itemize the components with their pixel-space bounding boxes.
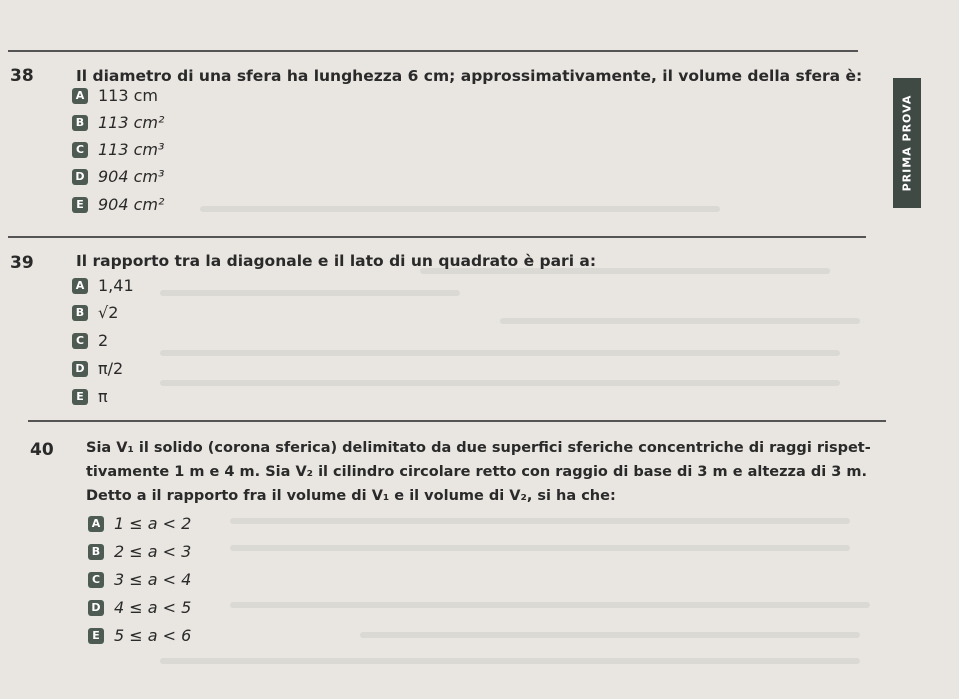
option-letter-badge: E — [72, 389, 88, 405]
rule-before-40 — [28, 420, 886, 422]
answer-option-a[interactable] — [88, 514, 191, 533]
option-value: 113 cm² — [98, 113, 165, 132]
rule-before-39 — [8, 236, 866, 238]
answer-option-b[interactable] — [88, 542, 191, 561]
bleed-through-line — [500, 318, 860, 324]
bleed-through-line — [160, 290, 460, 296]
option-letter-badge: E — [72, 197, 88, 213]
answer-option-e[interactable] — [72, 387, 108, 406]
bleed-through-line — [230, 545, 850, 551]
answer-option-b[interactable] — [72, 303, 118, 322]
question-text-line: Detto a il rapporto fra il volume di V₁ e il volume di V₂, si ha che: — [86, 488, 616, 504]
answer-option-c[interactable] — [72, 331, 108, 350]
side-tab-label: PRIMA PROVA — [900, 94, 914, 192]
question-text: Il diametro di una sfera ha lunghezza 6 cm; approssimativamente, il volume della sfera è: — [76, 67, 863, 85]
answer-option-d[interactable] — [72, 167, 164, 186]
bleed-through-line — [160, 658, 860, 664]
bleed-through-line — [160, 380, 840, 386]
question-number: 38 — [10, 66, 34, 86]
option-value: 4 ≤ a < 5 — [114, 598, 192, 617]
option-value: π — [98, 387, 108, 406]
bleed-through-line — [160, 350, 840, 356]
option-value: 3 ≤ a < 4 — [114, 570, 192, 589]
answer-option-c[interactable] — [72, 140, 164, 159]
option-letter-badge: C — [88, 572, 104, 588]
option-letter-badge: B — [88, 544, 104, 560]
question-text: Il rapporto tra la diagonale e il lato di un quadrato è pari a: — [76, 252, 597, 270]
option-letter-badge: E — [88, 628, 104, 644]
answer-option-d[interactable] — [72, 359, 123, 378]
option-letter-badge: D — [88, 600, 104, 616]
answer-option-e[interactable] — [88, 626, 191, 645]
bleed-through-line — [230, 602, 870, 608]
option-letter-badge: B — [72, 305, 88, 321]
option-value: 2 — [98, 331, 109, 350]
option-letter-badge: C — [72, 333, 88, 349]
option-letter-badge: D — [72, 169, 88, 185]
option-value: 2 ≤ a < 3 — [114, 542, 192, 561]
answer-option-e[interactable] — [72, 195, 164, 214]
option-letter-badge: C — [72, 142, 88, 158]
option-value: π/2 — [98, 359, 124, 378]
answer-option-d[interactable] — [88, 598, 191, 617]
option-letter-badge: B — [72, 115, 88, 131]
answer-option-a[interactable] — [72, 276, 134, 295]
question-number: 39 — [10, 253, 34, 273]
bleed-through-line — [230, 518, 850, 524]
question-text-line: tivamente 1 m e 4 m. Sia V₂ il cilindro circolare retto con raggio di base di 3 m e altezza di 3 m. — [86, 464, 867, 480]
option-value: 1,41 — [98, 276, 134, 295]
option-letter-badge: A — [88, 516, 104, 532]
option-value: 1 ≤ a < 2 — [114, 514, 192, 533]
option-value: 904 cm² — [98, 195, 165, 214]
option-letter-badge: A — [72, 88, 88, 104]
option-value: 113 cm³ — [98, 140, 165, 159]
answer-option-c[interactable] — [88, 570, 191, 589]
option-value: 113 cm — [98, 86, 159, 105]
prima-prova-tab — [893, 78, 921, 208]
option-value: √2 — [98, 303, 119, 322]
option-letter-badge: A — [72, 278, 88, 294]
option-letter-badge: D — [72, 361, 88, 377]
question-number: 40 — [30, 440, 54, 460]
question-text-line: Sia V₁ il solido (corona sferica) delimitato da due superfici sferiche concentriche di raggi rispet- — [86, 440, 871, 456]
top-rule — [8, 50, 858, 52]
option-value: 904 cm³ — [98, 167, 165, 186]
answer-option-b[interactable] — [72, 113, 164, 132]
option-value: 5 ≤ a < 6 — [114, 626, 192, 645]
bleed-through-line — [360, 632, 860, 638]
bleed-through-line — [200, 206, 720, 212]
answer-option-a[interactable] — [72, 86, 158, 105]
